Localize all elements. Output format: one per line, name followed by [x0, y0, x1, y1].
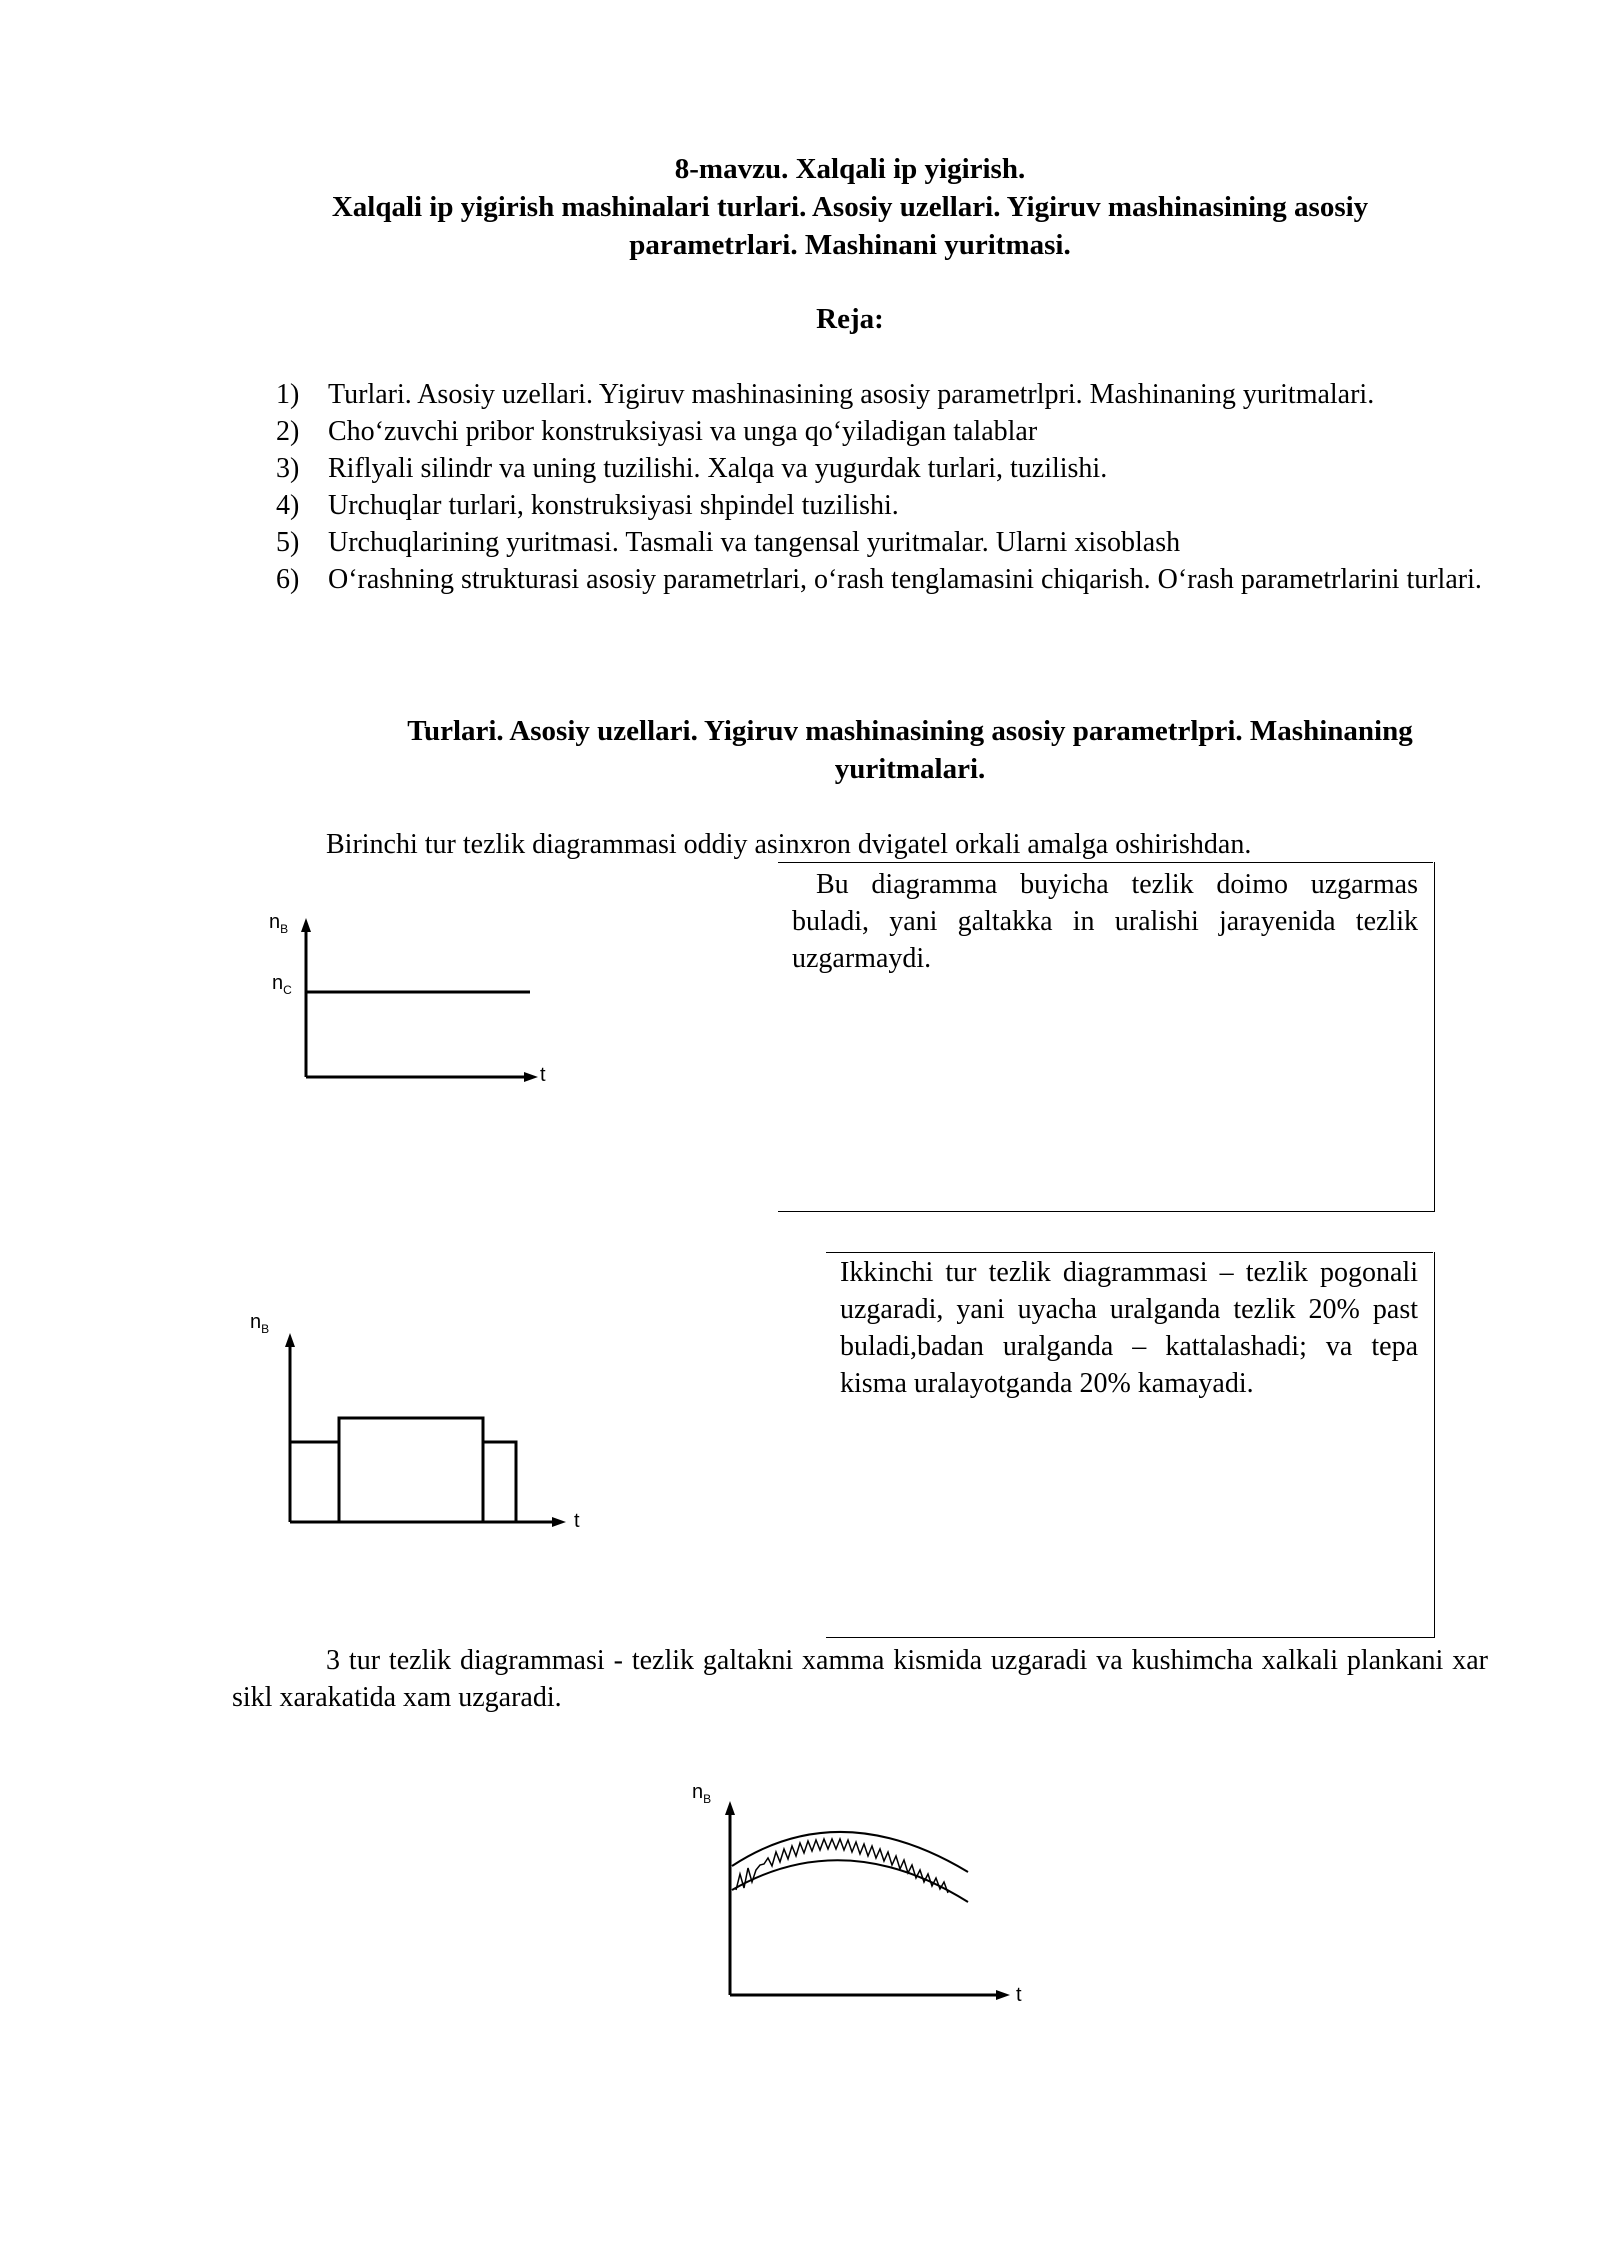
- plan-item-number: 4): [276, 490, 300, 521]
- plan-item: [276, 561, 1488, 598]
- box-2-text: Ikkinchi tur tezlik diagrammasi – tezlik pogonali uzgaradi, yani uyacha uralganda tezlik 20% past buladi,badan uralganda – kattalashadi; va tepa kisma uralayotganda 20% kamayadi.: [840, 1257, 1418, 1399]
- plan-item-number: 5): [276, 527, 300, 558]
- diagram-2-x-label: t: [574, 1510, 580, 1532]
- section-heading-line-1: Turlari. Asosiy uzellari. Yigiruv mashinasining asosiy parametrlpri. Mashinaning: [407, 715, 1413, 747]
- plan-item: [276, 413, 1488, 450]
- plan-item: [276, 376, 1488, 413]
- diagram-1-x-arrow: [524, 1072, 538, 1082]
- diagram-2-y-arrow: [285, 1333, 295, 1347]
- diagram-3-y-label: $n_B$: [692, 1781, 712, 1806]
- diagram-3-upper-envelope: [732, 1832, 968, 1872]
- diagram-1-level-label: $n_C$: [272, 972, 292, 997]
- diagram-2-x-arrow: [552, 1517, 566, 1527]
- diagram-1-y-arrow: [301, 918, 311, 932]
- title-line-2: Xalqali ip yigirish mashinalari turlari. Asosiy uzellari. Yigiruv mashinasining asosiy: [331, 191, 1369, 223]
- box-1-text: Bu diagramma buyicha tezlik doimo uzgarmas buladi, yani galtakka in uralishi jarayenida tezlik uzgarmaydi.: [792, 869, 1418, 974]
- diagram-3-x-label: t: [1016, 1984, 1022, 2006]
- plan-item-text: Turlari. Asosiy uzellari. Yigiruv mashinasining asosiy parametrlpri. Mashinaning yuritmalari.: [328, 379, 1375, 410]
- box-1-top-rule: [778, 862, 1433, 863]
- section-heading-line-2: yuritmalari.: [834, 753, 986, 785]
- diagram-3-y-arrow: [725, 1801, 735, 1815]
- plan-item: [276, 450, 1488, 487]
- plan-item: [276, 487, 1488, 524]
- title-line-1: 8-mavzu. Xalqali ip yigirish.: [674, 153, 1026, 185]
- diagram-1-x-label: t: [540, 1064, 546, 1086]
- speed-diagram-constant: [255, 900, 575, 1100]
- diagram-2-y-label: $n_B$: [250, 1311, 270, 1336]
- paragraph-third-diagram: 3 tur tezlik diagrammasi - tezlik galtakni xamma kismida uzgaradi va kushimcha xalkali plankani xar sikl xarakatida xam uzgaradi.: [232, 1645, 1488, 1713]
- plan-item: [276, 524, 1488, 561]
- plan-item-text: Riflyali silindr va uning tuzilishi. Xalqa va yugurdak turlari, tuzilishi.: [328, 453, 1108, 484]
- plan-list: [276, 376, 1488, 598]
- diagram-1-y-label: $n_B$: [269, 911, 289, 936]
- plan-item-number: 6): [276, 564, 300, 595]
- plan-item-number: 2): [276, 416, 300, 447]
- title-line-3: parametrlari. Mashinani yuritmasi.: [629, 229, 1071, 261]
- speed-diagram-stepped: [240, 1300, 600, 1540]
- section-heading: [330, 712, 1490, 788]
- paragraph-first-diagram: Birinchi tur tezlik diagrammasi oddiy asinxron dvigatel orkali amalga oshirishdan.: [326, 829, 1252, 860]
- plan-item-text: Urchuqlar turlari, konstruksiyasi shpindel tuzilishi.: [328, 490, 899, 521]
- plan-item-number: 1): [276, 379, 300, 410]
- plan-item-text: Cho‘zuvchi pribor konstruksiyasi va unga qo‘yiladigan talablar: [328, 416, 1038, 447]
- diagram-3-lower-envelope: [732, 1860, 968, 1902]
- document-title: [0, 150, 1600, 264]
- diagram-3-x-arrow: [996, 1990, 1010, 2000]
- plan-item-text: O‘rashning strukturasi asosiy parametrlari, o‘rash tenglamasini chiqarish. O‘rash parametrlarini turlari.: [328, 564, 1482, 595]
- plan-title: Reja:: [816, 303, 884, 335]
- speed-diagram-variable: [680, 1770, 1040, 2020]
- box-2-top-rule: [826, 1252, 1433, 1253]
- plan-item-number: 3): [276, 453, 300, 484]
- plan-item-text: Urchuqlarining yuritmasi. Tasmali va tangensal yuritmalar. Ularni xisoblash: [328, 527, 1181, 558]
